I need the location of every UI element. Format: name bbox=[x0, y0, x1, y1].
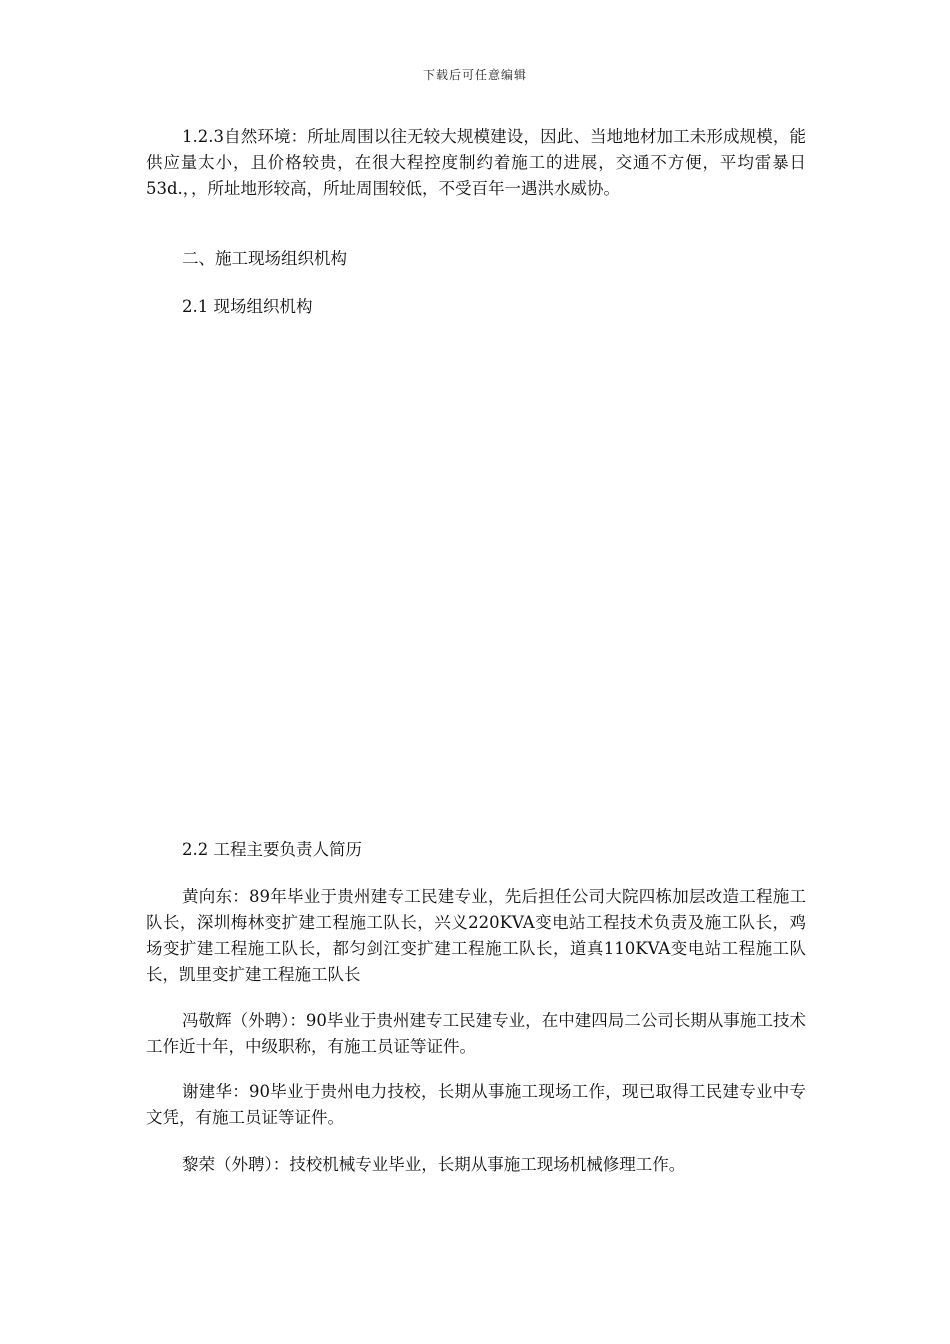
bio-paragraph: 黎荣（外聘）：技校机械专业毕业，长期从事施工现场机械修理工作。 bbox=[182, 1155, 686, 1174]
section-heading-site-organization: 二、施工现场组织机构 bbox=[182, 249, 347, 268]
subsection-heading-organization-structure: 2.1 现场组织机构 bbox=[182, 297, 313, 316]
paragraph-natural-environment: 1.2.3自然环境：所址周围以往无较大规模建设，因此、当地地材加工未形成规模，能供应量太小，且价格较贵，在很大程控度制约着施工的进展，交通不方便，平均雷暴日53d.，，所址地形较高，所址周围较低，不受百年一遇洪水威协。 bbox=[146, 127, 806, 198]
page-header: 下载后可任意编辑 bbox=[422, 68, 527, 82]
bio-paragraph: 冯敬辉（外聘）：90毕业于贵州建专工民建专业，在中建四局二公司长期从事施工技术工作近十年，中级职称，有施工员证等证件。 bbox=[146, 1011, 806, 1056]
bio-paragraph: 黄向东：89年毕业于贵州建专工民建专业，先后担任公司大院四栋加层改造工程施工队长，深圳梅林变扩建工程施工队长，兴义220KVA变电站工程技术负责及施工队长，鸡场变扩建工程施工队长，都匀剑江变扩建工程施工队长，道真110KVA变电站工程施工队长，凯里变扩建工程施工队长 bbox=[146, 887, 806, 984]
organization-chart-area bbox=[146, 330, 806, 810]
bio-paragraph: 谢建华：90毕业于贵州电力技校，长期从事施工现场工作，现已取得工民建专业中专文凭，有施工员证等证件。 bbox=[146, 1082, 806, 1127]
subsection-heading-key-personnel: 2.2 工程主要负责人简历 bbox=[182, 840, 362, 859]
